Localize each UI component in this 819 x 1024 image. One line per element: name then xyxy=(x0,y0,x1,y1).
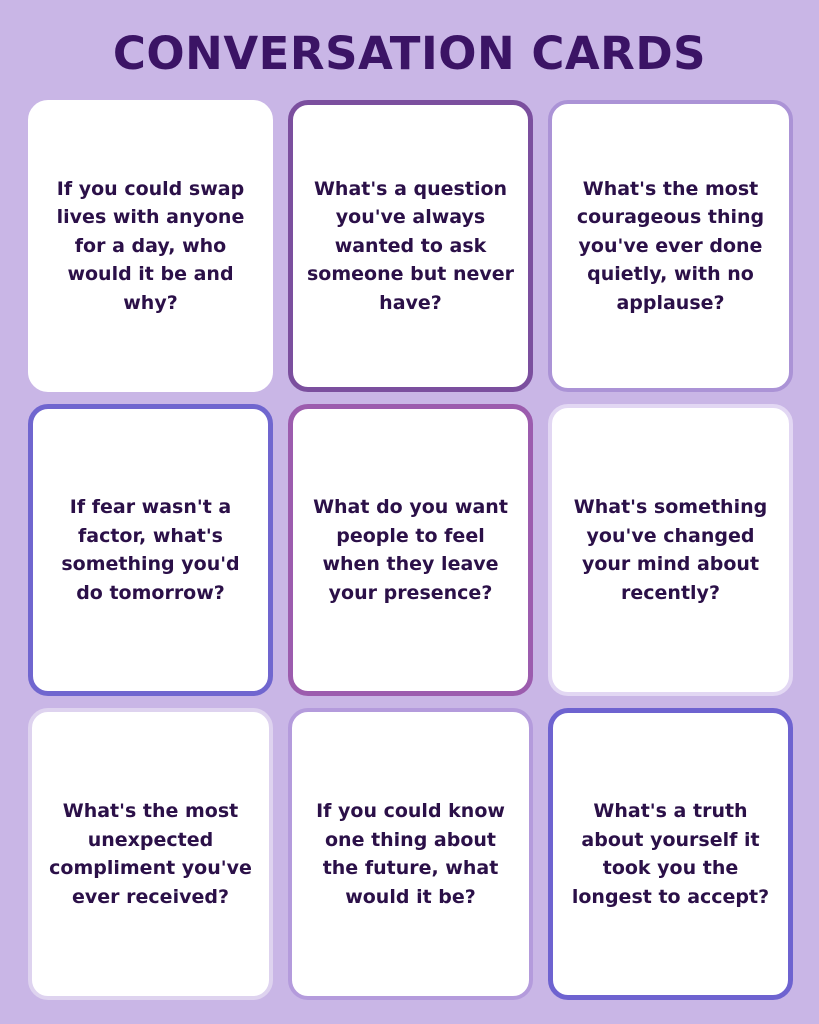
card-question: What's a truth about yourself it took you the longest to accept? xyxy=(571,800,770,908)
conversation-card-4 xyxy=(28,404,273,696)
conversation-card-7 xyxy=(28,708,273,1000)
conversation-card-8 xyxy=(288,708,533,1000)
conversation-card-1 xyxy=(28,100,273,392)
conversation-card-3 xyxy=(548,100,793,392)
conversation-card-2 xyxy=(288,100,533,392)
card-question: What's a question you've always wanted to ask someone but never have? xyxy=(307,177,515,314)
card-question: What's something you've changed your mind about recently? xyxy=(573,496,768,604)
card-question: If fear wasn't a factor, what's something you'd do tomorrow? xyxy=(61,496,240,604)
cards-grid xyxy=(0,100,819,1024)
card-question: What's the most courageous thing you've ever done quietly, with no applause? xyxy=(576,177,765,314)
conversation-card-9 xyxy=(548,708,793,1000)
card-question: What do you want people to feel when they leave your presence? xyxy=(313,496,508,604)
card-question: If you could know one thing about the future, what would it be? xyxy=(316,800,505,908)
card-question: What's the most unexpected compliment you've ever received? xyxy=(49,800,252,908)
page-title: CONVERSATION CARDS xyxy=(112,26,707,80)
conversation-card-5 xyxy=(288,404,533,696)
page-header xyxy=(0,0,819,100)
conversation-card-6 xyxy=(548,404,793,696)
card-question: If you could swap lives with anyone for a day, who would it be and why? xyxy=(56,177,245,314)
